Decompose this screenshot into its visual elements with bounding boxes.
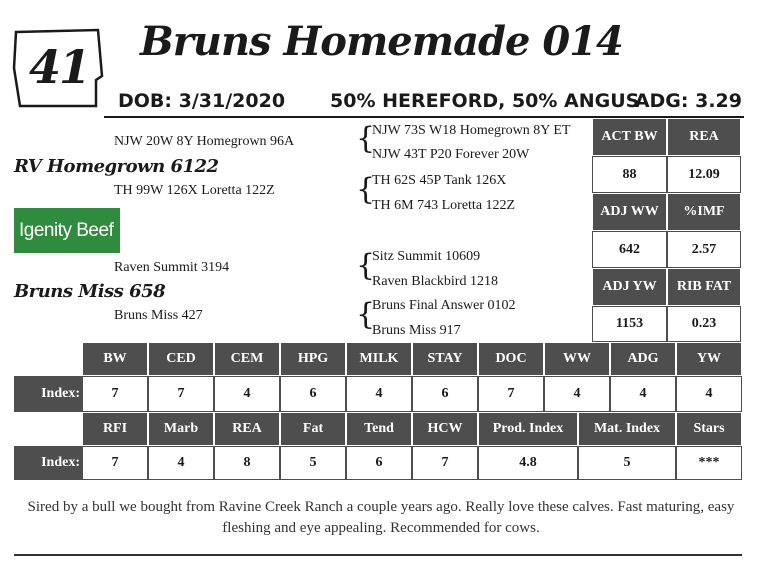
perf-value: 1153 — [592, 306, 667, 342]
epd-header: Prod. Index — [478, 412, 578, 446]
dam-dam-dam: Bruns Miss 917 — [372, 323, 461, 338]
epd-value: 4.8 — [478, 446, 578, 480]
epd-header: Stars — [676, 412, 742, 446]
dob-text: DOB: 3/31/2020 — [118, 90, 286, 112]
epd-value: 6 — [412, 376, 478, 412]
epd-value: 4 — [676, 376, 742, 412]
epd-header: BW — [82, 342, 148, 376]
perf-header: %IMF — [667, 193, 741, 231]
epd-header: RFI — [82, 412, 148, 446]
epd-header: CEM — [214, 342, 280, 376]
animal-name-title: Bruns Homemade 014 — [140, 18, 623, 65]
breed-text: 50% HEREFORD, 50% ANGUS — [330, 90, 640, 112]
perf-header: ADJ YW — [592, 268, 667, 306]
dam-name: Bruns Miss 658 — [14, 281, 166, 302]
igenity-beef-logo: Igenity Beef — [14, 208, 120, 253]
perf-value: 2.57 — [667, 231, 741, 268]
epd-header: REA — [214, 412, 280, 446]
sire-dam-sire: TH 62S 45P Tank 126X — [372, 173, 507, 188]
sire-dam-dam: TH 6M 743 Loretta 122Z — [372, 198, 516, 213]
epd-value: 5 — [578, 446, 676, 480]
sire-sire-dam: NJW 43T P20 Forever 20W — [372, 147, 530, 162]
perf-header: RIB FAT — [667, 268, 741, 306]
epd-header: Tend — [346, 412, 412, 446]
adg-text: ADG: 3.29 — [634, 90, 742, 112]
lot-number: 41 — [28, 40, 89, 94]
sire-dam: TH 99W 126X Loretta 122Z — [114, 183, 275, 198]
brace-icon: { — [356, 121, 376, 156]
epd-value: 6 — [346, 446, 412, 480]
lot-number-box — [12, 28, 104, 108]
epd-value: *** — [676, 446, 742, 480]
epd-value: 7 — [82, 376, 148, 412]
epd-value: 4 — [346, 376, 412, 412]
perf-value: 12.09 — [667, 156, 741, 193]
dam-sire-sire: Sitz Summit 10609 — [372, 249, 481, 264]
epd-header: MILK — [346, 342, 412, 376]
epd-value: 5 — [280, 446, 346, 480]
perf-value: 0.23 — [667, 306, 741, 342]
epd-value: 4 — [148, 446, 214, 480]
epd-header: ADG — [610, 342, 676, 376]
epd-header: Fat — [280, 412, 346, 446]
epd-header: Marb — [148, 412, 214, 446]
comment-text: Sired by a bull we bought from Ravine Creek Ranch a couple years ago. Really love these calves. Fast maturing, easy fleshing and eye appealing. Recommended for cows. — [27, 499, 735, 536]
dam-sire: Raven Summit 3194 — [114, 260, 230, 275]
perf-header: REA — [667, 118, 741, 156]
dam-sire-dam: Raven Blackbird 1218 — [372, 274, 498, 289]
sire-sire: NJW 20W 8Y Homegrown 96A — [114, 134, 295, 149]
epd-header: HCW — [412, 412, 478, 446]
epd-header: WW — [544, 342, 610, 376]
index-label: Index: — [14, 376, 82, 412]
index-label: Index: — [14, 446, 82, 480]
brace-icon: { — [356, 297, 376, 332]
epd-value: 6 — [280, 376, 346, 412]
epd-value: 7 — [412, 446, 478, 480]
perf-value: 88 — [592, 156, 667, 193]
epd-value: 4 — [214, 376, 280, 412]
brace-icon: { — [356, 248, 376, 283]
perf-value: 642 — [592, 231, 667, 268]
brace-icon: { — [356, 172, 376, 207]
epd-header: CED — [148, 342, 214, 376]
epd-value: 7 — [148, 376, 214, 412]
epd-value: 4 — [544, 376, 610, 412]
sire-sire-sire: NJW 73S W18 Homegrown 8Y ET — [372, 123, 571, 138]
perf-header: ADJ WW — [592, 193, 667, 231]
epd-value: 7 — [82, 446, 148, 480]
epd-header: HPG — [280, 342, 346, 376]
epd-value: 8 — [214, 446, 280, 480]
epd-value: 7 — [478, 376, 544, 412]
perf-header: ACT BW — [592, 118, 667, 156]
sire-name: RV Homegrown 6122 — [14, 156, 219, 177]
epd-header: DOC — [478, 342, 544, 376]
epd-header: Mat. Index — [578, 412, 676, 446]
epd-header: STAY — [412, 342, 478, 376]
dam-dam: Bruns Miss 427 — [114, 308, 203, 323]
dam-dam-sire: Bruns Final Answer 0102 — [372, 298, 516, 313]
bottom-divider — [14, 554, 742, 556]
epd-header: YW — [676, 342, 742, 376]
epd-value: 4 — [610, 376, 676, 412]
